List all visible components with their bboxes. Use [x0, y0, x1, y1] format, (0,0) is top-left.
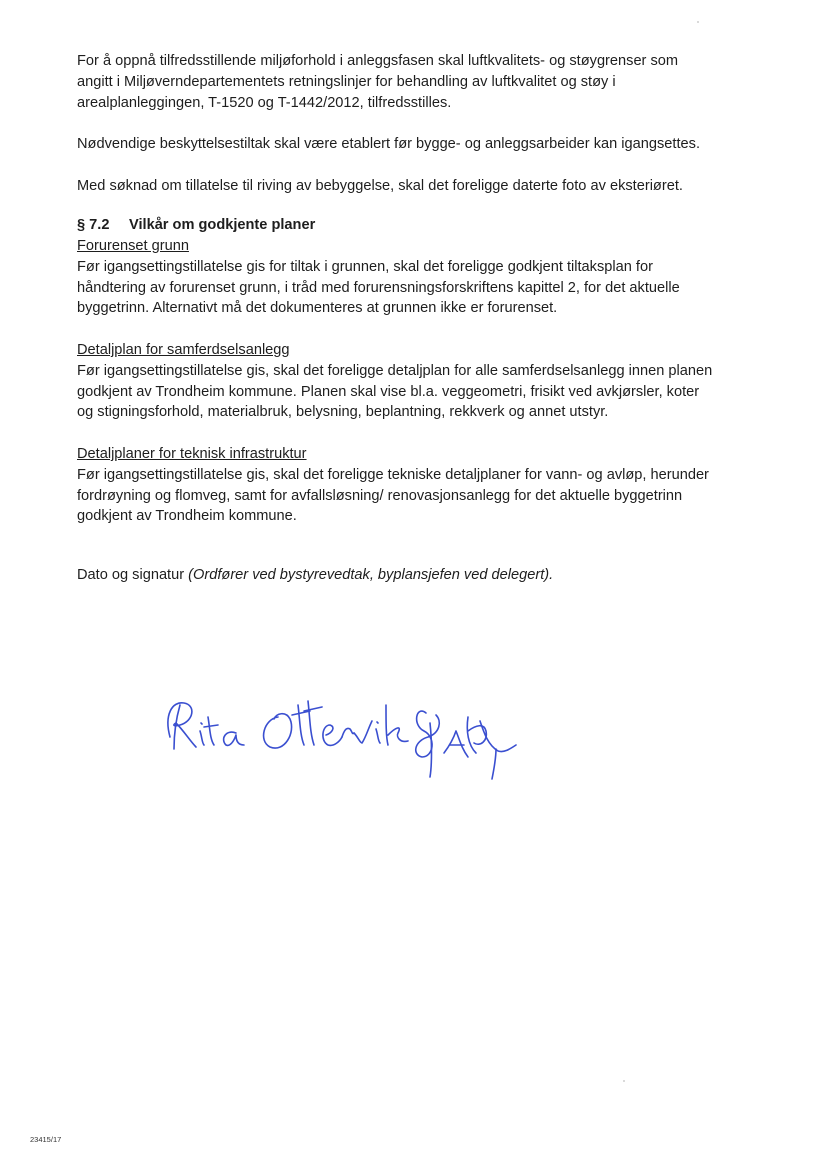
subsection-line: byggetrinn. Alternativt må det dokumenteres at grunnen ikke er forurenset.	[77, 300, 558, 317]
subsection-samferdselsanlegg	[77, 340, 757, 423]
subsection-forurenset-grunn	[77, 236, 757, 319]
subsection-line: fordrøyning og flomveg, samt for avfallsløsning/ renovasjonsanlegg for det aktuelle byggetrinn	[77, 487, 683, 504]
intro-paragraph	[77, 51, 757, 113]
signature-strokes	[168, 701, 516, 779]
subsection-line: og stigningsforhold, materialbruk, belysning, beplantning, rekkverk og annet utstyr.	[77, 404, 609, 421]
section-title: Vilkår om godkjente planer	[129, 217, 316, 233]
signature-note: (Ordfører ved bystyrevedtak, byplansjefen ved delegert).	[188, 567, 554, 583]
subsection-line: håndtering av forurenset grunn, i tråd med forurensningsforskriftens kapittel 2, for det aktuelle	[77, 279, 680, 296]
intro-line: arealplanleggingen, T-1520 og T-1442/2012, tilfredsstilles.	[77, 94, 452, 111]
intro-line: angitt i Miljøverndepartementets retningslinjer for behandling av luftkvalitet og støy i	[77, 73, 616, 90]
subsection-heading: Forurenset grunn	[77, 238, 189, 254]
signature-label: Dato og signatur	[77, 567, 185, 583]
section-heading	[77, 215, 757, 236]
handwritten-signature	[150, 675, 530, 785]
subsection-line: Før igangsettingstillatelse gis, skal det foreligge detaljplan for alle samferdselsanlegg innen planen	[77, 362, 713, 379]
scan-speck	[697, 21, 699, 23]
intro-line: For å oppnå tilfredsstillende miljøforhold i anleggsfasen skal luftkvalitets- og støygrenser som	[77, 53, 679, 69]
subsection-line: godkjent av Trondheim kommune. Planen skal vise bl.a. veggeometri, frisikt ved avkjørsler, koter	[77, 383, 700, 400]
subsection-heading: Detaljplaner for teknisk infrastruktur	[77, 446, 307, 462]
document-code: 23415/17	[30, 1135, 62, 1144]
subsection-heading: Detaljplan for samferdselsanlegg	[77, 342, 290, 358]
signature-label-paragraph	[77, 565, 757, 586]
subsection-teknisk-infrastruktur	[77, 444, 757, 527]
scan-speck	[623, 1080, 625, 1082]
protection-paragraph: Nødvendige beskyttelsestiltak skal være etablert før bygge- og anleggsarbeider kan igangsettes.	[77, 136, 700, 152]
section-number: § 7.2	[77, 217, 110, 233]
subsection-line: godkjent av Trondheim kommune.	[77, 508, 297, 525]
demolition-paragraph: Med søknad om tillatelse til riving av bebyggelse, skal det foreligge daterte foto av eksteriøret.	[77, 178, 683, 194]
subsection-line: Før igangsettingstillatelse gis, skal det foreligge tekniske detaljplaner for vann- og avløp, herunder	[77, 466, 709, 483]
subsection-line: Før igangsettingstillatelse gis for tiltak i grunnen, skal det foreligge godkjent tiltaksplan for	[77, 258, 653, 275]
